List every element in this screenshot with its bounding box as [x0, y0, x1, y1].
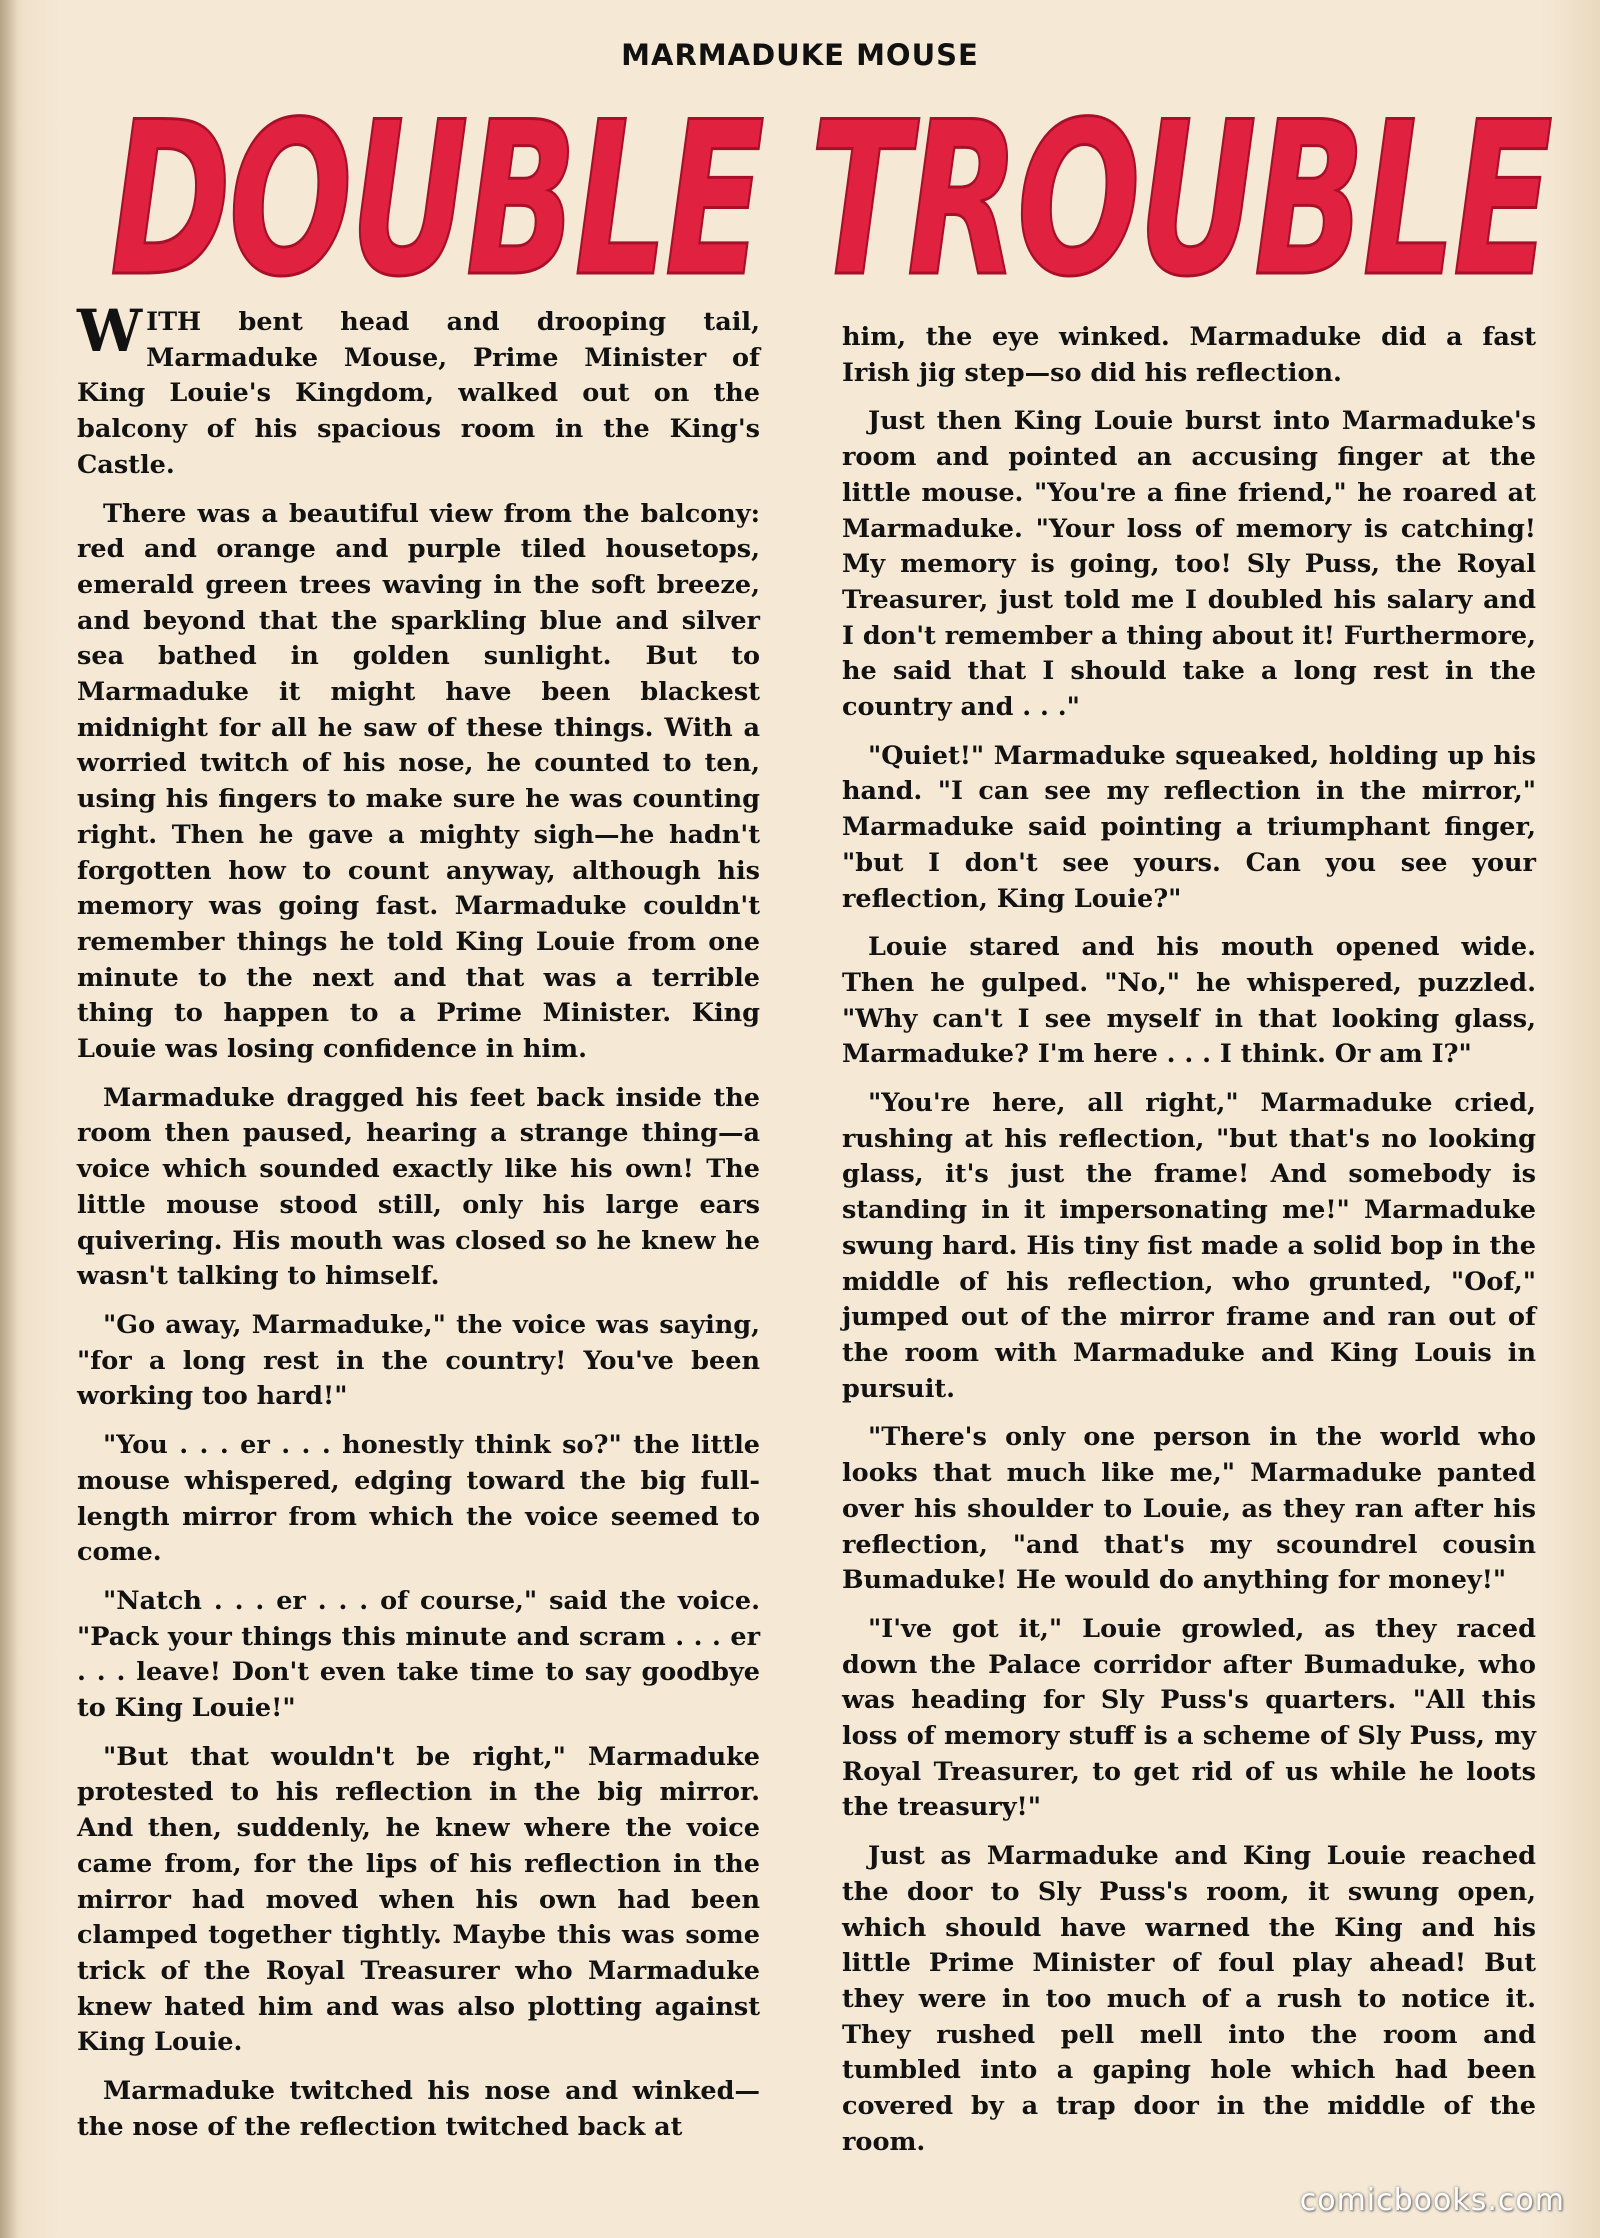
paragraph: There was a beautiful view from the balcony: red and orange and purple tiled housetops, emerald green trees waving in the soft breeze, and beyond that the sparkling blue and silver sea bathed in golden sunlight. But to Marmaduke it might have been blackest midnight for all he saw of these things. With a worried twitch of his nose, he counted to ten, using his fingers to make sure he was counting right. Then he gave a mighty sigh—he hadn't forgotten how to count anyway, although his memory was going fast. Marmaduke couldn't remember things he told King Louie from one minute to the next and that was a terrible thing to happen to a Prime Minister. King Louie was losing confidence in him. [77, 498, 760, 1065]
right-column [842, 320, 1536, 2173]
left-column [77, 297, 760, 2158]
paragraph [77, 297, 760, 484]
paragraph-continued: him, the eye winked. Marmaduke did a fast Irish jig step—so did his reflection. [842, 322, 1536, 388]
drop-cap: W [77, 297, 143, 365]
paragraph: "I've got it," Louie growled, as they raced down the Palace corridor after Bumaduke, who was heading for Sly Puss's quarters. "All this loss of memory stuff is a scheme of Sly Puss, my Royal Treasurer, to get rid of us while he loots the treasury!" [842, 1613, 1536, 1823]
paragraph: Just then King Louie burst into Marmaduke's room and pointed an accusing finger at the little mouse. "You're a fine friend," he roared at Marmaduke. "Your loss of memory is catching! My memory is going, too! Sly Puss, the Royal Treasurer, just told me I doubled his salary and I don't remember a thing about it! Furthermore, he said that I should take a long rest in the country and . . ." [842, 406, 1536, 723]
paragraph: Louie stared and his mouth opened wide. Then he gulped. "No," he whispered, puzzled. "Why can't I see myself in that looking glass, Marmaduke? I'm here . . . I think. Or am I?" [842, 932, 1536, 1070]
series-title: MARMADUKE MOUSE [621, 38, 979, 72]
site-watermark: comicbooks.com [1299, 2183, 1565, 2218]
paragraph: "But that wouldn't be right," Marmaduke protested to his reflection in the big mirror. And then, suddenly, he knew where the voice came from, for the lips of his reflection in the mirror had moved when his own had been clamped together tightly. Maybe this was some trick of the Royal Treasurer who Marmaduke knew hated him and was also plotting against King Louie. [77, 1741, 760, 2058]
story-title-art [100, 68, 1560, 318]
story-title [100, 68, 1560, 318]
paragraph: "You . . . er . . . honestly think so?" the little mouse whispered, edging toward the big full-length mirror from which the voice seemed to come. [77, 1430, 760, 1568]
paragraph: "Go away, Marmaduke," the voice was saying, "for a long rest in the country! You've been working too hard!" [77, 1309, 760, 1412]
paragraph: Just as Marmaduke and King Louie reached the door to Sly Puss's room, it swung open, which should have warned the King and his little Prime Minister of foul play ahead! But they were in too much of a rush to notice it. They rushed pell mell into the room and tumbled into a gaping hole which had been covered by a trap door in the middle of the room. [842, 1841, 1536, 2157]
paragraph: "There's only one person in the world who looks that much like me," Marmaduke panted over his shoulder to Louie, as they ran after his reflection, "and that's my scoundrel cousin Bumaduke! He would do anything for money!" [842, 1422, 1536, 1596]
paragraph: "Quiet!" Marmaduke squeaked, holding up his hand. "I can see my reflection in the mirror," Marmaduke said pointing a triumphant finger, "but I don't see yours. Can you see your reflection, King Louie?" [842, 740, 1536, 914]
paragraph: "You're here, all right," Marmaduke cried, rushing at his reflection, "but that's no looking glass, it's just the frame! And somebody is standing in it impersonating me!" Marmaduke swung hard. His tiny fist made a solid bop in the middle of his reflection, who grunted, "Oof," jumped out of the mirror frame and ran out of the room with Marmaduke and King Louis in pursuit. [842, 1088, 1536, 1404]
paragraph: Marmaduke dragged his feet back inside the room then paused, hearing a strange thing—a voice which sounded exactly like his own! The little mouse stood still, only his large ears quivering. His mouth was closed so he knew he wasn't talking to himself. [77, 1082, 760, 1292]
paragraph: Marmaduke twitched his nose and winked—the nose of the reflection twitched back at [77, 2076, 760, 2142]
paragraph-text: ITH bent head and drooping tail, Marmaduke Mouse, Prime Minister of King Louie's Kingdom, walked out on the balcony of his spacious room in the King's Castle. [77, 307, 760, 480]
paragraph: "Natch . . . er . . . of course," said the voice. "Pack your things this minute and scram . . . er . . . leave! Don't even take time to say goodbye to King Louie!" [77, 1585, 760, 1724]
spine-shadow [0, 0, 18, 2238]
story-title-text: DOUBLE TROUBLE [110, 76, 1552, 318]
